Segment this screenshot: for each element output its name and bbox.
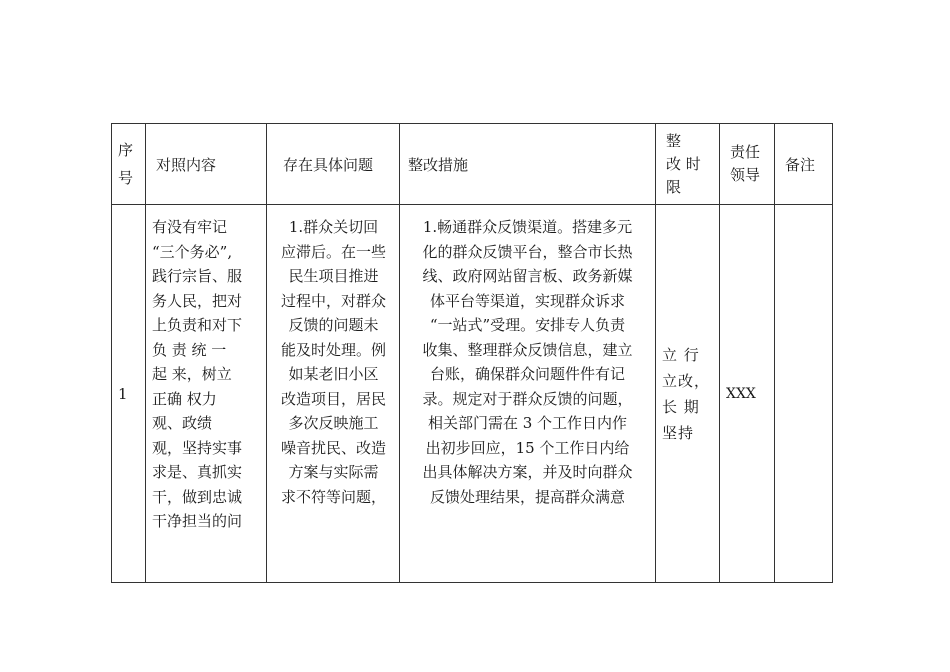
row-problem: 1.群众关切回 应滞后。在一些 民生项目推进 过程中，对群众 反馈的问题未 能及时处理。例 如某老旧小区 改造项目，居民 多次反映施工 噪音扰民、改造 方案与实际需 求不符等问题， (267, 205, 400, 583)
header-seq: 序 号 (112, 124, 146, 205)
header-row (112, 124, 833, 205)
header-deadline: 整 改 时 限 (656, 124, 720, 205)
header-leader: 责任 领导 (720, 124, 775, 205)
row-remark (775, 205, 833, 583)
header-problem: 存在具体问题 (267, 124, 400, 205)
row-deadline: 立 行 立改， 长 期 坚持 (656, 205, 720, 583)
header-remark: 备注 (775, 124, 833, 205)
table-row (112, 205, 833, 583)
header-measure: 整改措施 (400, 124, 656, 205)
row-leader: XXX (720, 205, 775, 583)
row-content: 有没有牢记 “三个务必”, 践行宗旨、服 务人民，把对 上负责和对下 负 责 统 一 起 来，树立 正确 权力 观、政绩 观，坚持实事 求是、真抓实 干，做到忠诚 干净担当的问 (146, 205, 267, 583)
rectification-table (111, 123, 833, 583)
row-measure: 1.畅通群众反馈渠道。搭建多元 化的群众反馈平台，整合市长热 线、政府网站留言板、政务新媒 体平台等渠道，实现群众诉求 “一站式”受理。安排专人负责 收集、整理群众反馈信息，建立 台账，确保群众问题件件有记 录。规定对于群众反馈的问题， 相关部门需在 3 个工作日内作 出初步回应，15 个工作日内给 出具体解决方案，并及时向群众 反馈处理结果，提高群众满意 (400, 205, 656, 583)
row-seq: 1 (112, 205, 146, 583)
header-content: 对照内容 (146, 124, 267, 205)
